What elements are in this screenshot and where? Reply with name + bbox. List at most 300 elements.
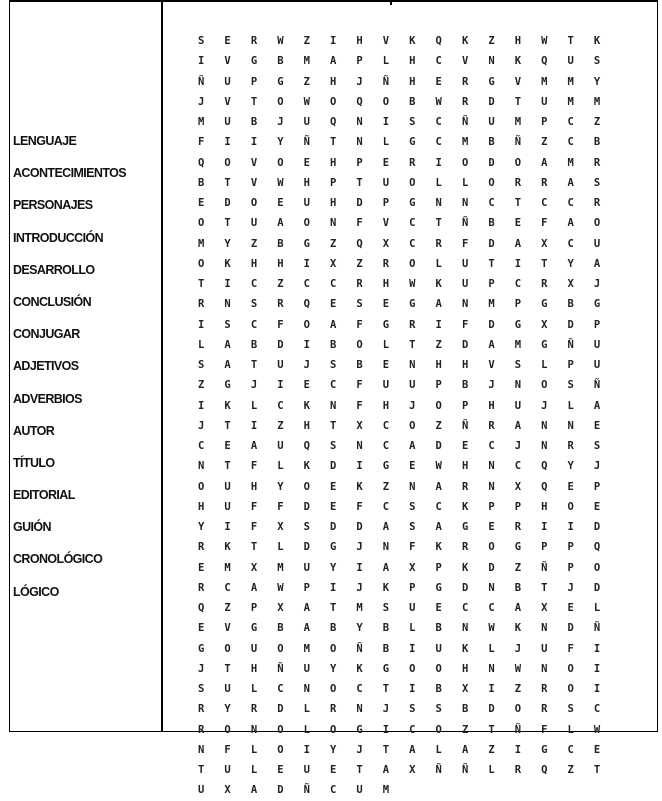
grid-letter[interactable]: J <box>541 399 548 412</box>
grid-letter[interactable]: S <box>382 602 390 614</box>
grid-letter[interactable]: Y <box>329 662 337 675</box>
grid-letter[interactable]: Y <box>329 743 337 756</box>
grid-letter[interactable]: D <box>224 197 231 209</box>
grid-letter[interactable]: R <box>593 156 601 169</box>
grid-letter[interactable]: M <box>356 602 363 614</box>
grid-letter[interactable]: J <box>514 440 522 452</box>
grid-letter[interactable]: K <box>409 35 416 47</box>
grid-letter[interactable]: A <box>409 440 416 452</box>
grid-letter[interactable]: Q <box>198 156 205 169</box>
grid-letter[interactable]: B <box>461 703 469 716</box>
grid-letter[interactable]: G <box>514 541 522 554</box>
grid-letter[interactable]: P <box>514 500 522 513</box>
grid-letter[interactable]: M <box>461 136 469 149</box>
grid-letter[interactable]: P <box>461 399 469 412</box>
grid-letter[interactable]: S <box>329 440 337 452</box>
grid-letter[interactable]: V <box>382 35 390 47</box>
grid-letter[interactable]: O <box>409 176 416 189</box>
grid-letter[interactable]: R <box>593 197 601 209</box>
grid-letter[interactable]: O <box>409 419 416 432</box>
grid-letter[interactable]: N <box>541 662 548 675</box>
grid-letter[interactable]: D <box>488 237 495 250</box>
grid-letter[interactable]: P <box>541 116 548 128</box>
grid-letter[interactable]: U <box>198 784 205 797</box>
grid-letter[interactable]: W <box>435 460 442 473</box>
grid-letter[interactable]: N <box>541 622 548 635</box>
grid-letter[interactable]: I <box>303 257 310 270</box>
grid-letter[interactable]: F <box>409 541 416 554</box>
grid-letter[interactable]: N <box>409 480 416 493</box>
grid-letter[interactable]: E <box>514 217 522 230</box>
grid-letter[interactable]: X <box>277 602 284 614</box>
grid-letter[interactable]: S <box>356 298 363 311</box>
grid-letter[interactable]: H <box>409 75 416 88</box>
grid-letter[interactable]: A <box>382 764 390 776</box>
grid-letter[interactable]: Y <box>567 460 574 473</box>
grid-letter[interactable]: U <box>356 784 363 797</box>
grid-letter[interactable]: K <box>461 561 469 574</box>
grid-letter[interactable]: F <box>250 460 258 473</box>
grid-letter[interactable]: S <box>567 379 574 392</box>
grid-letter[interactable]: Ñ <box>593 622 601 635</box>
grid-letter[interactable]: H <box>250 662 258 675</box>
grid-letter[interactable]: O <box>303 318 310 331</box>
grid-letter[interactable]: F <box>541 723 548 736</box>
grid-letter[interactable]: F <box>356 399 363 412</box>
grid-letter[interactable]: C <box>409 217 416 230</box>
grid-letter[interactable]: Z <box>514 683 522 695</box>
grid-letter[interactable]: O <box>435 723 442 736</box>
grid-letter[interactable]: N <box>488 55 495 68</box>
grid-letter[interactable]: C <box>567 116 574 128</box>
grid-letter[interactable]: R <box>250 35 258 47</box>
grid-letter[interactable]: E <box>303 156 310 169</box>
grid-letter[interactable]: V <box>224 622 231 635</box>
grid-letter[interactable]: E <box>224 440 231 452</box>
grid-letter[interactable]: T <box>409 338 416 351</box>
grid-letter[interactable]: A <box>593 257 601 270</box>
grid-letter[interactable]: B <box>382 622 390 635</box>
grid-letter[interactable]: Y <box>224 703 231 716</box>
grid-letter[interactable]: I <box>198 318 205 331</box>
grid-letter[interactable]: R <box>461 480 469 493</box>
grid-letter[interactable]: Z <box>593 116 601 128</box>
grid-letter[interactable]: E <box>409 460 416 473</box>
grid-letter[interactable]: A <box>541 156 548 169</box>
grid-letter[interactable]: O <box>224 156 231 169</box>
grid-letter[interactable]: R <box>461 541 469 554</box>
grid-letter[interactable]: Z <box>303 35 310 47</box>
grid-letter[interactable]: G <box>541 743 548 756</box>
grid-letter[interactable]: I <box>435 156 442 169</box>
grid-letter[interactable]: X <box>224 784 231 797</box>
grid-letter[interactable]: E <box>329 764 337 776</box>
grid-letter[interactable]: K <box>593 35 601 47</box>
grid-letter[interactable]: O <box>250 197 258 209</box>
grid-letter[interactable]: Q <box>541 460 548 473</box>
grid-letter[interactable]: L <box>382 55 390 68</box>
grid-letter[interactable]: D <box>435 440 442 452</box>
grid-letter[interactable]: H <box>382 399 390 412</box>
grid-letter[interactable]: V <box>382 217 390 230</box>
grid-letter[interactable]: L <box>303 703 310 716</box>
grid-letter[interactable]: U <box>382 379 390 392</box>
grid-letter[interactable]: O <box>329 95 337 108</box>
grid-letter[interactable]: N <box>303 683 310 695</box>
grid-letter[interactable]: N <box>567 419 574 432</box>
grid-letter[interactable]: T <box>382 683 390 695</box>
grid-letter[interactable]: H <box>488 399 495 412</box>
grid-letter[interactable]: J <box>382 703 390 716</box>
grid-letter[interactable]: S <box>409 521 416 533</box>
grid-letter[interactable]: C <box>277 683 284 695</box>
grid-letter[interactable]: C <box>461 602 469 614</box>
grid-letter[interactable]: G <box>409 298 416 311</box>
grid-letter[interactable]: Q <box>541 480 548 493</box>
grid-letter[interactable]: S <box>593 55 601 68</box>
grid-letter[interactable]: O <box>329 642 337 655</box>
grid-letter[interactable]: Y <box>567 257 574 270</box>
grid-letter[interactable]: K <box>224 257 231 270</box>
grid-letter[interactable]: F <box>461 237 469 250</box>
grid-letter[interactable]: X <box>541 237 548 250</box>
grid-letter[interactable]: G <box>329 541 337 554</box>
grid-letter[interactable]: C <box>329 278 337 290</box>
grid-letter[interactable]: Ñ <box>461 116 469 128</box>
grid-letter[interactable]: R <box>198 581 205 594</box>
grid-letter[interactable]: D <box>488 561 495 574</box>
grid-letter[interactable]: G <box>303 237 310 250</box>
grid-letter[interactable]: L <box>409 622 416 635</box>
grid-letter[interactable]: X <box>541 602 548 614</box>
grid-letter[interactable]: B <box>382 642 390 655</box>
grid-letter[interactable]: T <box>198 764 205 776</box>
grid-letter[interactable]: K <box>461 642 469 655</box>
grid-letter[interactable]: M <box>567 75 574 88</box>
grid-letter[interactable]: C <box>567 136 574 149</box>
grid-letter[interactable]: W <box>277 176 284 189</box>
grid-letter[interactable]: W <box>277 581 284 594</box>
grid-letter[interactable]: R <box>541 176 548 189</box>
grid-letter[interactable]: N <box>329 399 337 412</box>
grid-letter[interactable]: C <box>488 602 495 614</box>
grid-letter[interactable]: P <box>409 581 416 594</box>
grid-letter[interactable]: G <box>409 197 416 209</box>
grid-letter[interactable]: O <box>224 723 231 736</box>
grid-letter[interactable]: F <box>277 500 284 513</box>
grid-letter[interactable]: G <box>382 662 390 675</box>
grid-letter[interactable]: L <box>541 359 548 371</box>
grid-letter[interactable]: Ñ <box>514 723 522 736</box>
grid-letter[interactable]: D <box>277 338 284 351</box>
grid-letter[interactable]: X <box>409 764 416 776</box>
grid-letter[interactable]: L <box>488 642 495 655</box>
grid-letter[interactable]: M <box>567 95 574 108</box>
grid-letter[interactable]: A <box>277 217 284 230</box>
grid-letter[interactable]: U <box>303 197 310 209</box>
grid-letter[interactable]: K <box>461 500 469 513</box>
grid-letter[interactable]: J <box>198 95 205 108</box>
grid-letter[interactable]: S <box>250 298 258 311</box>
grid-letter[interactable]: F <box>356 318 363 331</box>
grid-letter[interactable]: P <box>488 278 495 290</box>
grid-letter[interactable]: B <box>409 95 416 108</box>
grid-letter[interactable]: S <box>198 35 205 47</box>
grid-letter[interactable]: U <box>514 399 522 412</box>
grid-letter[interactable]: Z <box>277 278 284 290</box>
grid-letter[interactable]: C <box>329 379 337 392</box>
grid-letter[interactable]: T <box>224 419 231 432</box>
grid-letter[interactable]: E <box>593 419 601 432</box>
grid-letter[interactable]: U <box>224 116 231 128</box>
grid-letter[interactable]: T <box>224 217 231 230</box>
grid-letter[interactable]: I <box>567 521 574 533</box>
grid-letter[interactable]: J <box>593 460 601 473</box>
grid-letter[interactable]: G <box>224 379 231 392</box>
grid-letter[interactable]: N <box>409 359 416 371</box>
grid-letter[interactable]: I <box>303 338 310 351</box>
grid-letter[interactable]: U <box>593 237 601 250</box>
grid-letter[interactable]: C <box>409 237 416 250</box>
grid-letter[interactable]: P <box>567 541 574 554</box>
grid-letter[interactable]: Ñ <box>382 75 390 88</box>
grid-letter[interactable]: P <box>329 176 337 189</box>
grid-letter[interactable]: D <box>303 541 310 554</box>
grid-letter[interactable]: Z <box>514 561 522 574</box>
grid-letter[interactable]: R <box>514 176 522 189</box>
grid-letter[interactable]: O <box>409 257 416 270</box>
grid-letter[interactable]: Ñ <box>461 764 469 776</box>
grid-letter[interactable]: T <box>224 662 231 675</box>
grid-letter[interactable]: Q <box>329 116 337 128</box>
grid-letter[interactable]: T <box>488 723 495 736</box>
grid-letter[interactable]: Y <box>277 136 284 149</box>
grid-letter[interactable]: T <box>382 743 390 756</box>
grid-letter[interactable]: T <box>593 764 601 776</box>
grid-letter[interactable]: R <box>461 75 469 88</box>
grid-letter[interactable]: O <box>303 480 310 493</box>
grid-letter[interactable]: O <box>198 217 205 230</box>
grid-letter[interactable]: Z <box>488 743 495 756</box>
grid-letter[interactable]: K <box>435 278 442 290</box>
grid-letter[interactable]: G <box>198 642 205 655</box>
grid-letter[interactable]: Ñ <box>461 217 469 230</box>
grid-letter[interactable]: I <box>409 642 416 655</box>
grid-letter[interactable]: O <box>593 217 601 230</box>
grid-letter[interactable]: C <box>435 55 442 68</box>
grid-letter[interactable]: J <box>514 642 522 655</box>
grid-letter[interactable]: C <box>356 683 363 695</box>
grid-letter[interactable]: O <box>541 379 548 392</box>
grid-letter[interactable]: R <box>541 278 548 290</box>
grid-letter[interactable]: K <box>303 399 310 412</box>
grid-letter[interactable]: U <box>224 500 231 513</box>
grid-letter[interactable]: D <box>277 784 284 797</box>
grid-letter[interactable]: R <box>382 257 390 270</box>
grid-letter[interactable]: W <box>409 278 416 290</box>
grid-letter[interactable]: P <box>435 561 442 574</box>
grid-letter[interactable]: N <box>435 197 442 209</box>
grid-letter[interactable]: K <box>461 35 469 47</box>
grid-letter[interactable]: M <box>593 95 601 108</box>
grid-letter[interactable]: J <box>356 743 363 756</box>
grid-letter[interactable]: L <box>435 257 442 270</box>
grid-letter[interactable]: N <box>541 440 548 452</box>
grid-letter[interactable]: R <box>198 298 205 311</box>
grid-letter[interactable]: E <box>593 743 601 756</box>
grid-letter[interactable]: I <box>224 136 231 149</box>
grid-letter[interactable]: G <box>277 75 284 88</box>
grid-letter[interactable]: L <box>567 723 574 736</box>
grid-letter[interactable]: Z <box>277 419 284 432</box>
grid-letter[interactable]: G <box>382 318 390 331</box>
grid-letter[interactable]: A <box>514 419 522 432</box>
grid-letter[interactable]: V <box>250 176 258 189</box>
grid-letter[interactable]: J <box>488 379 495 392</box>
grid-letter[interactable]: J <box>593 278 601 290</box>
grid-letter[interactable]: N <box>356 116 363 128</box>
grid-letter[interactable]: F <box>541 217 548 230</box>
grid-letter[interactable]: B <box>277 55 284 68</box>
grid-letter[interactable]: O <box>303 217 310 230</box>
grid-letter[interactable]: Q <box>303 440 310 452</box>
grid-letter[interactable]: Z <box>567 764 574 776</box>
grid-letter[interactable]: Z <box>224 602 231 614</box>
grid-letter[interactable]: E <box>567 602 574 614</box>
grid-letter[interactable]: G <box>593 298 601 311</box>
grid-letter[interactable]: N <box>461 197 469 209</box>
grid-letter[interactable]: B <box>198 176 205 189</box>
grid-letter[interactable]: B <box>435 683 442 695</box>
grid-letter[interactable]: G <box>461 521 469 533</box>
grid-letter[interactable]: Y <box>198 521 205 533</box>
grid-letter[interactable]: T <box>514 95 522 108</box>
grid-letter[interactable]: M <box>303 55 310 68</box>
grid-letter[interactable]: R <box>541 683 548 695</box>
grid-letter[interactable]: L <box>198 338 205 351</box>
grid-letter[interactable]: B <box>488 217 495 230</box>
grid-letter[interactable]: O <box>567 683 574 695</box>
grid-letter[interactable]: K <box>514 55 522 68</box>
grid-letter[interactable]: U <box>382 176 390 189</box>
grid-letter[interactable]: P <box>435 379 442 392</box>
grid-letter[interactable]: L <box>567 399 574 412</box>
grid-letter[interactable]: W <box>303 95 310 108</box>
grid-letter[interactable]: L <box>277 460 284 473</box>
grid-letter[interactable]: G <box>250 622 258 635</box>
grid-letter[interactable]: M <box>567 156 574 169</box>
grid-letter[interactable]: K <box>514 622 522 635</box>
grid-letter[interactable]: C <box>198 440 205 452</box>
grid-letter[interactable]: S <box>198 359 205 371</box>
grid-letter[interactable]: I <box>409 683 416 695</box>
grid-letter[interactable]: N <box>382 541 390 554</box>
grid-letter[interactable]: O <box>198 480 205 493</box>
grid-letter[interactable]: P <box>567 359 574 371</box>
grid-letter[interactable]: I <box>224 521 231 533</box>
grid-letter[interactable]: T <box>224 176 231 189</box>
grid-letter[interactable]: N <box>488 581 495 594</box>
grid-letter[interactable]: Z <box>488 35 495 47</box>
grid-letter[interactable]: F <box>277 318 284 331</box>
grid-letter[interactable]: C <box>382 419 390 432</box>
grid-letter[interactable]: U <box>303 662 310 675</box>
grid-letter[interactable]: H <box>435 359 442 371</box>
grid-letter[interactable]: O <box>329 683 337 695</box>
grid-letter[interactable]: D <box>488 156 495 169</box>
grid-letter[interactable]: A <box>303 622 310 635</box>
grid-letter[interactable]: R <box>329 703 337 716</box>
grid-letter[interactable]: Ñ <box>356 642 363 655</box>
grid-letter[interactable]: L <box>277 541 284 554</box>
grid-letter[interactable]: X <box>329 257 337 270</box>
grid-letter[interactable]: O <box>435 662 442 675</box>
grid-letter[interactable]: H <box>303 419 310 432</box>
grid-letter[interactable]: B <box>277 237 284 250</box>
grid-letter[interactable]: A <box>514 602 522 614</box>
grid-letter[interactable]: T <box>514 197 522 209</box>
grid-letter[interactable]: G <box>488 75 495 88</box>
grid-letter[interactable]: F <box>250 500 258 513</box>
grid-letter[interactable]: B <box>277 622 284 635</box>
grid-letter[interactable]: U <box>303 764 310 776</box>
grid-letter[interactable]: S <box>409 116 416 128</box>
grid-letter[interactable]: X <box>250 561 258 574</box>
grid-letter[interactable]: N <box>461 298 469 311</box>
grid-letter[interactable]: O <box>488 541 495 554</box>
grid-letter[interactable]: S <box>593 176 601 189</box>
grid-letter[interactable]: U <box>488 116 495 128</box>
grid-letter[interactable]: A <box>250 784 258 797</box>
grid-letter[interactable]: L <box>250 683 258 695</box>
grid-letter[interactable]: X <box>409 561 416 574</box>
grid-letter[interactable]: W <box>277 35 284 47</box>
grid-letter[interactable]: U <box>277 440 284 452</box>
grid-letter[interactable]: P <box>593 480 601 493</box>
grid-letter[interactable]: O <box>514 156 522 169</box>
grid-letter[interactable]: Q <box>541 764 548 776</box>
grid-letter[interactable]: E <box>593 500 601 513</box>
grid-letter[interactable]: I <box>382 723 390 736</box>
grid-letter[interactable]: C <box>224 581 231 594</box>
grid-letter[interactable]: R <box>277 298 284 311</box>
grid-letter[interactable]: C <box>488 197 495 209</box>
grid-letter[interactable]: H <box>409 55 416 68</box>
grid-letter[interactable]: S <box>514 359 522 371</box>
grid-letter[interactable]: B <box>435 622 442 635</box>
grid-letter[interactable]: H <box>356 35 363 47</box>
grid-letter[interactable]: V <box>488 359 495 371</box>
grid-letter[interactable]: P <box>356 156 363 169</box>
grid-letter[interactable]: A <box>329 55 337 68</box>
grid-letter[interactable]: M <box>198 116 205 128</box>
grid-letter[interactable]: N <box>488 662 495 675</box>
grid-letter[interactable]: S <box>567 703 574 716</box>
grid-letter[interactable]: K <box>356 480 363 493</box>
grid-letter[interactable]: I <box>356 561 363 574</box>
grid-letter[interactable]: H <box>541 500 548 513</box>
grid-letter[interactable]: T <box>541 257 548 270</box>
grid-letter[interactable]: C <box>567 237 574 250</box>
grid-letter[interactable]: T <box>250 541 258 554</box>
grid-letter[interactable]: N <box>356 136 363 149</box>
grid-letter[interactable]: H <box>250 480 258 493</box>
grid-letter[interactable]: G <box>541 298 548 311</box>
grid-letter[interactable]: X <box>567 278 574 290</box>
grid-letter[interactable]: U <box>435 642 442 655</box>
grid-letter[interactable]: G <box>435 581 442 594</box>
grid-letter[interactable]: K <box>435 541 442 554</box>
